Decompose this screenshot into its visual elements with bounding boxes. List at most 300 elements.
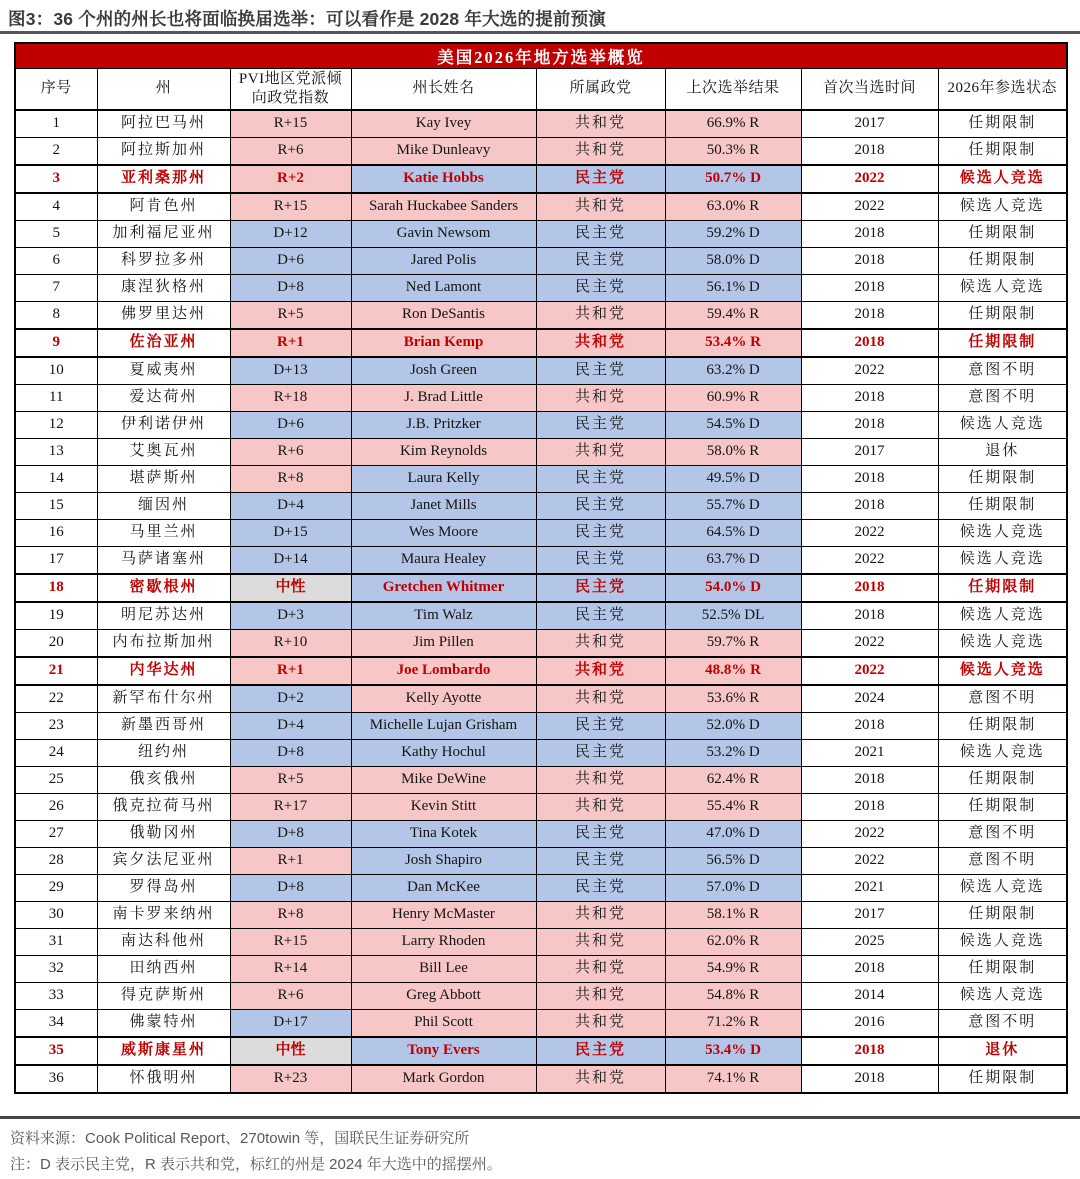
year-cell: 2018	[801, 794, 938, 821]
governor-name: J.B. Pritzker	[406, 416, 481, 433]
governor-name: Tim Walz	[414, 607, 473, 624]
table-row	[15, 848, 1067, 875]
state-cell: 佛蒙特州	[97, 1010, 230, 1038]
status-cell: 退休	[938, 439, 1067, 466]
result-cell: 56.1% D	[665, 275, 801, 302]
status-cell: 任期限制	[938, 956, 1067, 983]
year-cell: 2018	[801, 221, 938, 248]
table-row	[15, 657, 1067, 685]
table-row	[15, 956, 1067, 983]
governor-name: J. Brad Little	[404, 389, 483, 406]
year-cell: 2022	[801, 357, 938, 385]
result-cell: 62.0% R	[665, 929, 801, 956]
table-row	[15, 439, 1067, 466]
pvi-cell: D+4	[230, 493, 351, 520]
party-cell: 民主党	[536, 275, 665, 302]
party-cell: 民主党	[536, 520, 665, 547]
column-header: 序号	[15, 69, 97, 111]
governor-name: Mark Gordon	[402, 1070, 485, 1087]
year-cell: 2022	[801, 630, 938, 658]
row-number-cell: 26	[15, 794, 97, 821]
table-row	[15, 929, 1067, 956]
status-cell: 候选人竞选	[938, 875, 1067, 902]
pvi-cell: D+6	[230, 248, 351, 275]
governor-name: Ron DeSantis	[402, 306, 485, 323]
result-cell: 53.4% R	[665, 329, 801, 357]
row-number-cell: 12	[15, 412, 97, 439]
year-cell: 2018	[801, 767, 938, 794]
governor-name: Josh Shapiro	[404, 852, 483, 869]
footer-rule	[0, 1116, 1080, 1119]
party-cell: 民主党	[536, 875, 665, 902]
status-cell: 意图不明	[938, 848, 1067, 875]
table-row	[15, 547, 1067, 575]
governor-name: Laura Kelly	[407, 470, 480, 487]
result-cell: 53.2% D	[665, 740, 801, 767]
table-row	[15, 574, 1067, 602]
pvi-cell: R+6	[230, 138, 351, 166]
status-cell: 意图不明	[938, 685, 1067, 713]
result-cell: 49.5% D	[665, 466, 801, 493]
year-cell: 2017	[801, 439, 938, 466]
pvi-cell: D+12	[230, 221, 351, 248]
table-row	[15, 110, 1067, 138]
state-cell: 康涅狄格州	[97, 275, 230, 302]
status-cell: 任期限制	[938, 302, 1067, 330]
governor-cell	[351, 574, 536, 602]
table-row	[15, 875, 1067, 902]
status-cell: 任期限制	[938, 138, 1067, 166]
governor-cell	[351, 248, 536, 275]
state-cell: 科罗拉多州	[97, 248, 230, 275]
year-cell: 2018	[801, 138, 938, 166]
status-cell: 候选人竞选	[938, 657, 1067, 685]
pvi-cell: D+6	[230, 412, 351, 439]
result-cell: 52.5% DL	[665, 602, 801, 630]
governor-cell	[351, 602, 536, 630]
year-cell: 2025	[801, 929, 938, 956]
status-cell: 任期限制	[938, 110, 1067, 138]
row-number-cell: 19	[15, 602, 97, 630]
table-row	[15, 385, 1067, 412]
status-cell: 候选人竞选	[938, 630, 1067, 658]
table-row	[15, 794, 1067, 821]
state-cell: 缅因州	[97, 493, 230, 520]
year-cell: 2018	[801, 412, 938, 439]
column-header: 州长姓名	[351, 69, 536, 111]
party-cell: 民主党	[536, 412, 665, 439]
table-row	[15, 1010, 1067, 1038]
result-cell: 63.7% D	[665, 547, 801, 575]
state-cell: 马萨诸塞州	[97, 547, 230, 575]
status-cell: 任期限制	[938, 574, 1067, 602]
state-cell: 密歇根州	[97, 574, 230, 602]
status-cell: 任期限制	[938, 221, 1067, 248]
status-cell: 任期限制	[938, 1065, 1067, 1093]
table-row	[15, 412, 1067, 439]
state-cell: 佛罗里达州	[97, 302, 230, 330]
state-cell: 马里兰州	[97, 520, 230, 547]
result-cell: 66.9% R	[665, 110, 801, 138]
party-cell: 民主党	[536, 357, 665, 385]
pvi-cell: D+8	[230, 275, 351, 302]
party-cell: 共和党	[536, 956, 665, 983]
result-cell: 59.4% R	[665, 302, 801, 330]
pvi-cell: R+15	[230, 110, 351, 138]
table-row	[15, 767, 1067, 794]
party-cell: 共和党	[536, 1010, 665, 1038]
result-cell: 47.0% D	[665, 821, 801, 848]
table-row	[15, 221, 1067, 248]
table-row	[15, 165, 1067, 193]
status-cell: 意图不明	[938, 821, 1067, 848]
status-cell: 候选人竞选	[938, 602, 1067, 630]
state-cell: 罗得岛州	[97, 875, 230, 902]
party-cell: 共和党	[536, 439, 665, 466]
row-number-cell: 1	[15, 110, 97, 138]
table-row	[15, 248, 1067, 275]
row-number-cell: 10	[15, 357, 97, 385]
state-cell: 亚利桑那州	[97, 165, 230, 193]
governor-cell	[351, 110, 536, 138]
election-overview-table	[14, 42, 1068, 1094]
row-number-cell: 24	[15, 740, 97, 767]
pvi-cell: R+1	[230, 657, 351, 685]
governor-name: Mike DeWine	[401, 771, 486, 788]
governor-cell	[351, 685, 536, 713]
governor-cell	[351, 794, 536, 821]
status-cell: 任期限制	[938, 767, 1067, 794]
governor-name: Jared Polis	[410, 252, 477, 269]
source-note: 资料来源：Cook Political Report、270towin 等，国联民生证券研究所	[10, 1130, 470, 1147]
state-cell: 堪萨斯州	[97, 466, 230, 493]
result-cell: 74.1% R	[665, 1065, 801, 1093]
year-cell: 2018	[801, 1037, 938, 1065]
column-header: 首次当选时间	[801, 69, 938, 111]
state-cell: 怀俄明州	[97, 1065, 230, 1093]
row-number-cell: 35	[15, 1037, 97, 1065]
state-cell: 佐治亚州	[97, 329, 230, 357]
pvi-cell: R+17	[230, 794, 351, 821]
party-cell: 共和党	[536, 385, 665, 412]
row-number-cell: 2	[15, 138, 97, 166]
pvi-cell: R+14	[230, 956, 351, 983]
status-cell: 退休	[938, 1037, 1067, 1065]
pvi-cell: R+15	[230, 929, 351, 956]
row-number-cell: 22	[15, 685, 97, 713]
year-cell: 2022	[801, 520, 938, 547]
table-row	[15, 713, 1067, 740]
governor-cell	[351, 193, 536, 221]
governor-cell	[351, 740, 536, 767]
governor-cell	[351, 1037, 536, 1065]
pvi-cell: R+5	[230, 767, 351, 794]
status-cell: 任期限制	[938, 902, 1067, 929]
pvi-cell: D+4	[230, 713, 351, 740]
governor-cell	[351, 329, 536, 357]
pvi-cell: D+3	[230, 602, 351, 630]
governor-name: Ned Lamont	[405, 279, 482, 296]
row-number-cell: 36	[15, 1065, 97, 1093]
result-cell: 55.7% D	[665, 493, 801, 520]
row-number-cell: 7	[15, 275, 97, 302]
column-header: 州	[97, 69, 230, 111]
year-cell: 2022	[801, 165, 938, 193]
year-cell: 2017	[801, 902, 938, 929]
governor-cell	[351, 357, 536, 385]
year-cell: 2018	[801, 302, 938, 330]
state-cell: 威斯康星州	[97, 1037, 230, 1065]
party-cell: 共和党	[536, 193, 665, 221]
state-cell: 新罕布什尔州	[97, 685, 230, 713]
status-cell: 任期限制	[938, 329, 1067, 357]
party-cell: 共和党	[536, 657, 665, 685]
result-cell: 59.2% D	[665, 221, 801, 248]
state-cell: 夏威夷州	[97, 357, 230, 385]
party-cell: 民主党	[536, 466, 665, 493]
pvi-cell: D+8	[230, 875, 351, 902]
party-cell: 民主党	[536, 574, 665, 602]
governor-name: Joe Lombardo	[396, 662, 491, 679]
year-cell: 2018	[801, 329, 938, 357]
result-cell: 54.8% R	[665, 983, 801, 1010]
table-row	[15, 520, 1067, 547]
governor-name: Josh Green	[409, 362, 478, 379]
year-cell: 2018	[801, 248, 938, 275]
result-cell: 71.2% R	[665, 1010, 801, 1038]
governor-name: Henry McMaster	[392, 906, 495, 923]
pvi-cell: R+8	[230, 466, 351, 493]
party-cell: 民主党	[536, 602, 665, 630]
row-number-cell: 25	[15, 767, 97, 794]
status-cell: 意图不明	[938, 385, 1067, 412]
result-cell: 52.0% D	[665, 713, 801, 740]
row-number-cell: 15	[15, 493, 97, 520]
state-cell: 俄克拉荷马州	[97, 794, 230, 821]
governor-name: Jim Pillen	[413, 634, 474, 651]
governor-name: Gavin Newsom	[396, 225, 491, 242]
party-cell: 民主党	[536, 221, 665, 248]
figure-title: 图3：36 个州的州长也将面临换届选举：可以看作是 2028 年大选的提前预演	[8, 9, 607, 29]
pvi-cell: 中性	[230, 1037, 351, 1065]
row-number-cell: 27	[15, 821, 97, 848]
year-cell: 2017	[801, 110, 938, 138]
row-number-cell: 17	[15, 547, 97, 575]
row-number-cell: 16	[15, 520, 97, 547]
result-cell: 55.4% R	[665, 794, 801, 821]
result-cell: 54.5% D	[665, 412, 801, 439]
governor-cell	[351, 165, 536, 193]
result-cell: 59.7% R	[665, 630, 801, 658]
result-cell: 56.5% D	[665, 848, 801, 875]
governor-cell	[351, 983, 536, 1010]
state-cell: 新墨西哥州	[97, 713, 230, 740]
governor-cell	[351, 493, 536, 520]
result-cell: 63.2% D	[665, 357, 801, 385]
table-row	[15, 902, 1067, 929]
column-header-row	[15, 69, 1067, 111]
pvi-cell: R+1	[230, 848, 351, 875]
result-cell: 62.4% R	[665, 767, 801, 794]
governor-cell	[351, 875, 536, 902]
governor-cell	[351, 302, 536, 330]
year-cell: 2022	[801, 547, 938, 575]
year-cell: 2018	[801, 493, 938, 520]
governor-cell	[351, 275, 536, 302]
table-row	[15, 1037, 1067, 1065]
party-cell: 共和党	[536, 767, 665, 794]
table-row	[15, 275, 1067, 302]
state-cell: 得克萨斯州	[97, 983, 230, 1010]
status-cell: 任期限制	[938, 466, 1067, 493]
pvi-cell: D+2	[230, 685, 351, 713]
governor-cell	[351, 821, 536, 848]
status-cell: 候选人竞选	[938, 983, 1067, 1010]
table-row	[15, 329, 1067, 357]
year-cell: 2022	[801, 657, 938, 685]
governor-cell	[351, 767, 536, 794]
party-cell: 共和党	[536, 685, 665, 713]
governor-name: Brian Kemp	[403, 334, 484, 351]
pvi-cell: R+10	[230, 630, 351, 658]
pvi-cell: D+14	[230, 547, 351, 575]
party-cell: 共和党	[536, 794, 665, 821]
status-cell: 任期限制	[938, 248, 1067, 275]
result-cell: 58.1% R	[665, 902, 801, 929]
result-cell: 58.0% D	[665, 248, 801, 275]
footnote: 注：D 表示民主党，R 表示共和党，标红的州是 2024 年大选中的摇摆州。	[10, 1156, 502, 1173]
year-cell: 2022	[801, 848, 938, 875]
status-cell: 候选人竞选	[938, 929, 1067, 956]
table-row	[15, 983, 1067, 1010]
governor-cell	[351, 385, 536, 412]
year-cell: 2024	[801, 685, 938, 713]
governor-cell	[351, 221, 536, 248]
row-number-cell: 30	[15, 902, 97, 929]
result-cell: 48.8% R	[665, 657, 801, 685]
governor-name: Gretchen Whitmer	[382, 579, 505, 596]
year-cell: 2018	[801, 385, 938, 412]
year-cell: 2021	[801, 740, 938, 767]
pvi-cell: R+23	[230, 1065, 351, 1093]
governor-name: Kevin Stitt	[410, 798, 477, 815]
pvi-cell: D+8	[230, 821, 351, 848]
row-number-cell: 18	[15, 574, 97, 602]
governor-cell	[351, 902, 536, 929]
party-cell: 民主党	[536, 547, 665, 575]
governor-cell	[351, 466, 536, 493]
result-cell: 50.7% D	[665, 165, 801, 193]
row-number-cell: 13	[15, 439, 97, 466]
status-cell: 意图不明	[938, 1010, 1067, 1038]
year-cell: 2018	[801, 1065, 938, 1093]
governor-cell	[351, 439, 536, 466]
result-cell: 57.0% D	[665, 875, 801, 902]
party-cell: 民主党	[536, 248, 665, 275]
governor-cell	[351, 630, 536, 658]
status-cell: 意图不明	[938, 357, 1067, 385]
governor-name: Kathy Hochul	[401, 744, 486, 761]
pvi-cell: R+1	[230, 329, 351, 357]
party-cell: 共和党	[536, 138, 665, 166]
state-cell: 内布拉斯加州	[97, 630, 230, 658]
table-row	[15, 1065, 1067, 1093]
table-row	[15, 493, 1067, 520]
party-cell: 共和党	[536, 1065, 665, 1093]
state-cell: 田纳西州	[97, 956, 230, 983]
governor-name: Dan McKee	[407, 879, 480, 896]
governor-name: Greg Abbott	[406, 987, 481, 1004]
row-number-cell: 9	[15, 329, 97, 357]
party-cell: 共和党	[536, 110, 665, 138]
status-cell: 任期限制	[938, 713, 1067, 740]
status-cell: 候选人竞选	[938, 165, 1067, 193]
governor-cell	[351, 956, 536, 983]
party-cell: 民主党	[536, 821, 665, 848]
row-number-cell: 11	[15, 385, 97, 412]
pvi-cell: D+13	[230, 357, 351, 385]
governor-cell	[351, 929, 536, 956]
pvi-cell: R+18	[230, 385, 351, 412]
year-cell: 2022	[801, 821, 938, 848]
party-cell: 共和党	[536, 929, 665, 956]
result-cell: 54.0% D	[665, 574, 801, 602]
result-cell: 58.0% R	[665, 439, 801, 466]
table-row	[15, 740, 1067, 767]
table-row	[15, 685, 1067, 713]
column-header: PVI地区党派倾向政党指数	[230, 69, 351, 111]
party-cell: 民主党	[536, 848, 665, 875]
state-cell: 阿肯色州	[97, 193, 230, 221]
party-cell: 共和党	[536, 630, 665, 658]
table-row	[15, 193, 1067, 221]
result-cell: 63.0% R	[665, 193, 801, 221]
table-row	[15, 630, 1067, 658]
pvi-cell: 中性	[230, 574, 351, 602]
year-cell: 2021	[801, 875, 938, 902]
status-cell: 候选人竞选	[938, 740, 1067, 767]
governor-cell	[351, 138, 536, 166]
table-row	[15, 602, 1067, 630]
row-number-cell: 32	[15, 956, 97, 983]
governor-name: Janet Mills	[410, 497, 477, 514]
pvi-cell: R+5	[230, 302, 351, 330]
party-cell: 共和党	[536, 302, 665, 330]
status-cell: 候选人竞选	[938, 275, 1067, 302]
result-cell: 54.9% R	[665, 956, 801, 983]
year-cell: 2022	[801, 193, 938, 221]
governor-name: Tina Kotek	[409, 825, 478, 842]
governor-cell	[351, 713, 536, 740]
pvi-cell: R+6	[230, 983, 351, 1010]
state-cell: 纽约州	[97, 740, 230, 767]
governor-name: Tony Evers	[407, 1042, 480, 1059]
row-number-cell: 14	[15, 466, 97, 493]
year-cell: 2018	[801, 713, 938, 740]
governor-name: Katie Hobbs	[403, 170, 484, 187]
governor-cell	[351, 547, 536, 575]
row-number-cell: 4	[15, 193, 97, 221]
state-cell: 内华达州	[97, 657, 230, 685]
row-number-cell: 29	[15, 875, 97, 902]
status-cell: 任期限制	[938, 493, 1067, 520]
party-cell: 共和党	[536, 329, 665, 357]
governor-name: Phil Scott	[414, 1014, 473, 1031]
state-cell: 阿拉斯加州	[97, 138, 230, 166]
pvi-cell: D+17	[230, 1010, 351, 1038]
governor-name: Mike Dunleavy	[396, 142, 491, 159]
table-title-row	[15, 43, 1067, 69]
